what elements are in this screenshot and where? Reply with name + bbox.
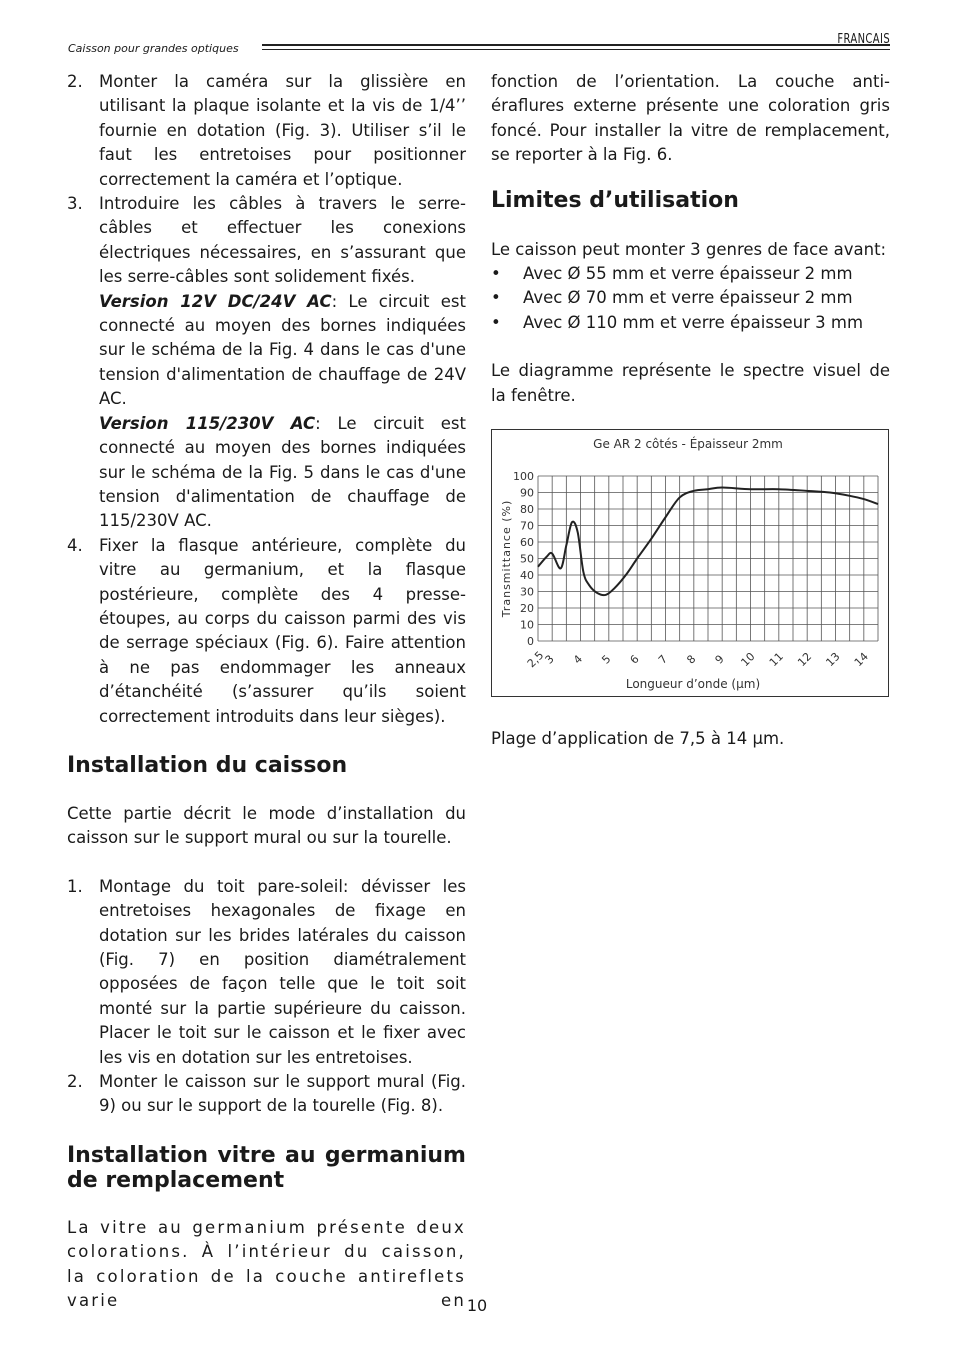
list-item xyxy=(67,70,466,192)
chart-grid xyxy=(538,476,878,641)
list-number: 2. xyxy=(67,1072,83,1092)
list-number: 4. xyxy=(67,535,83,555)
list-item xyxy=(67,192,466,290)
section-title-installation-caisson: Installation du caisson xyxy=(67,752,348,778)
list-item xyxy=(491,262,890,286)
x-tick-label: 5 xyxy=(599,652,614,667)
continuation-paragraph: fonction de l’orientation. La couche anti-éraflures externe présente une coloration gris foncé. Pour installer la vitre de remplacement, se reporter à la Fig. 6. xyxy=(491,72,890,165)
x-tick-label: 8 xyxy=(684,652,699,667)
y-tick-label: 10 xyxy=(520,618,534,632)
x-tick-label: 9 xyxy=(712,652,727,667)
list-item xyxy=(491,311,890,335)
list-number: 3. xyxy=(67,194,83,214)
y-tick-label: 60 xyxy=(520,536,534,549)
y-tick-label: 50 xyxy=(520,552,534,566)
section-text: La vitre au germanium présente deux colorations. À l’intérieur du caisson, la coloration de la couche antireflets varie en xyxy=(67,1217,466,1311)
list-item xyxy=(67,875,466,1070)
chart-svg xyxy=(492,430,888,696)
x-tick-label: 4 xyxy=(570,652,586,667)
chart-labels xyxy=(500,436,871,691)
left-column xyxy=(67,70,466,1313)
bullet-list xyxy=(491,262,890,335)
list-text: Monter la caméra sur la glissière en utilisant la plaque isolante et la vis de 1/4’’ fournie en dotation (Fig. 3). Utiliser s’il le faut les entretoises pour positionner correctement la caméra et l’optique. xyxy=(99,72,466,189)
section-title-vitre-germanium: Installation vitre au germanium de remplacement xyxy=(67,1142,466,1193)
y-axis-label: Transmittance (%) xyxy=(500,499,513,618)
x-tick-label: 12 xyxy=(795,649,815,670)
y-tick-label: 100 xyxy=(513,470,534,483)
y-tick-label: 80 xyxy=(520,503,534,516)
y-tick-label: 20 xyxy=(520,602,534,615)
list-text: Montage du toit pare-soleil: dévisser les entretoises hexagonales de fixage en dotation sur les brides latérales du caisson (Fig. 7) en position diamétralement opposées de façon telle que le toit soit monté sur la partie supérieure du caisson. Placer le toit sur le caisson et le fixer avec les vis en dotation sur les entretoises. xyxy=(99,876,466,1067)
section-intro: Cette partie décrit le mode d’installation du caisson sur le support mural ou sur la tourelle. xyxy=(67,803,466,848)
y-tick-label: 30 xyxy=(520,585,534,599)
y-tick-label: 90 xyxy=(520,486,534,500)
bullet-icon: • xyxy=(491,312,501,332)
application-range: Plage d’application de 7,5 à 14 μm. xyxy=(491,729,785,748)
transmittance-chart xyxy=(491,429,889,697)
bullet-icon: • xyxy=(491,288,501,308)
language-label: FRANCAIS xyxy=(837,32,890,47)
chart-title: Ge AR 2 côtés - Épaisseur 2mm xyxy=(593,437,783,451)
bullet-text: Avec Ø 70 mm et verre épaisseur 2 mm xyxy=(523,288,853,308)
x-tick-label: 10 xyxy=(738,649,758,670)
limits-intro: Le caisson peut monter 3 genres de face avant: xyxy=(491,239,887,259)
version-12v-label: Version 12V DC/24V AC xyxy=(99,291,332,311)
y-tick-label: 40 xyxy=(520,569,534,582)
numbered-list xyxy=(67,875,466,1119)
running-header-title: Caisson pour grandes optiques xyxy=(68,42,239,55)
header-rule xyxy=(262,44,890,46)
diagram-description: Le diagramme représente le spectre visuel de la fenêtre. xyxy=(491,361,890,405)
version-115v-paragraph xyxy=(99,412,466,534)
bullet-text: Avec Ø 110 mm et verre épaisseur 3 mm xyxy=(523,312,864,332)
list-item xyxy=(67,534,466,729)
list-text: Introduire les câbles à travers le serre-câbles et effectuer les conexions électriques nécessaires, en s’assurant que les serre-câbles sont solidement fixés. xyxy=(99,194,466,287)
bullet-icon: • xyxy=(491,264,501,284)
right-column xyxy=(491,70,890,408)
list-item xyxy=(67,1070,466,1119)
x-tick-label: 3 xyxy=(542,652,557,667)
header-rule-thin xyxy=(262,49,890,50)
x-tick-label: 7 xyxy=(655,652,671,667)
x-tick-label: 14 xyxy=(851,649,871,670)
list-number: 2. xyxy=(67,72,83,91)
x-tick-label: 13 xyxy=(823,649,843,670)
version-12v-text: : Le circuit est connecté au moyen des bornes indiquées sur le schéma de la Fig. 4 dans le cas d'une tension d'alimentation de chauffage de 24V AC. xyxy=(99,291,466,409)
list-text: Monter le caisson sur le support mural (Fig. 9) ou sur le support de la tourelle (Fig. 8). xyxy=(99,1072,466,1116)
list-number: 1. xyxy=(67,876,83,896)
list-item xyxy=(491,286,890,310)
x-tick-label: 11 xyxy=(766,649,786,670)
bullet-text: Avec Ø 55 mm et verre épaisseur 2 mm xyxy=(523,264,853,284)
section-title-limites: Limites d’utilisation xyxy=(491,187,739,213)
x-axis-label: Longueur d’onde (μm) xyxy=(625,677,761,691)
version-12v-paragraph xyxy=(99,290,466,412)
numbered-list xyxy=(67,70,466,729)
version-115v-text: : Le circuit est connecté au moyen des bornes indiquées sur le schéma de la Fig. 5 dans le cas d'une tension d'alimentation de chauffage de 115/230V AC. xyxy=(99,413,466,531)
page-number: 10 xyxy=(466,1296,488,1315)
version-115v-label: Version 115/230V AC xyxy=(99,413,316,433)
y-tick-label: 70 xyxy=(520,519,534,533)
list-text: Fixer la flasque antérieure, complète du vitre au germanium, et la flasque postérieure, complète des 4 presse-étoupes, au corps du caisson parmi des vis de serrage spéciaux (Fig. 6). Faire attention à ne pas endommager les anneaux d’étanchéité (s’assurer qu’ils soient correctement introduits dans leur sièges). xyxy=(99,535,466,726)
x-tick-label: 6 xyxy=(627,652,642,667)
y-tick-label: 0 xyxy=(527,635,534,648)
x-tick-label: 2,5 xyxy=(524,648,547,671)
